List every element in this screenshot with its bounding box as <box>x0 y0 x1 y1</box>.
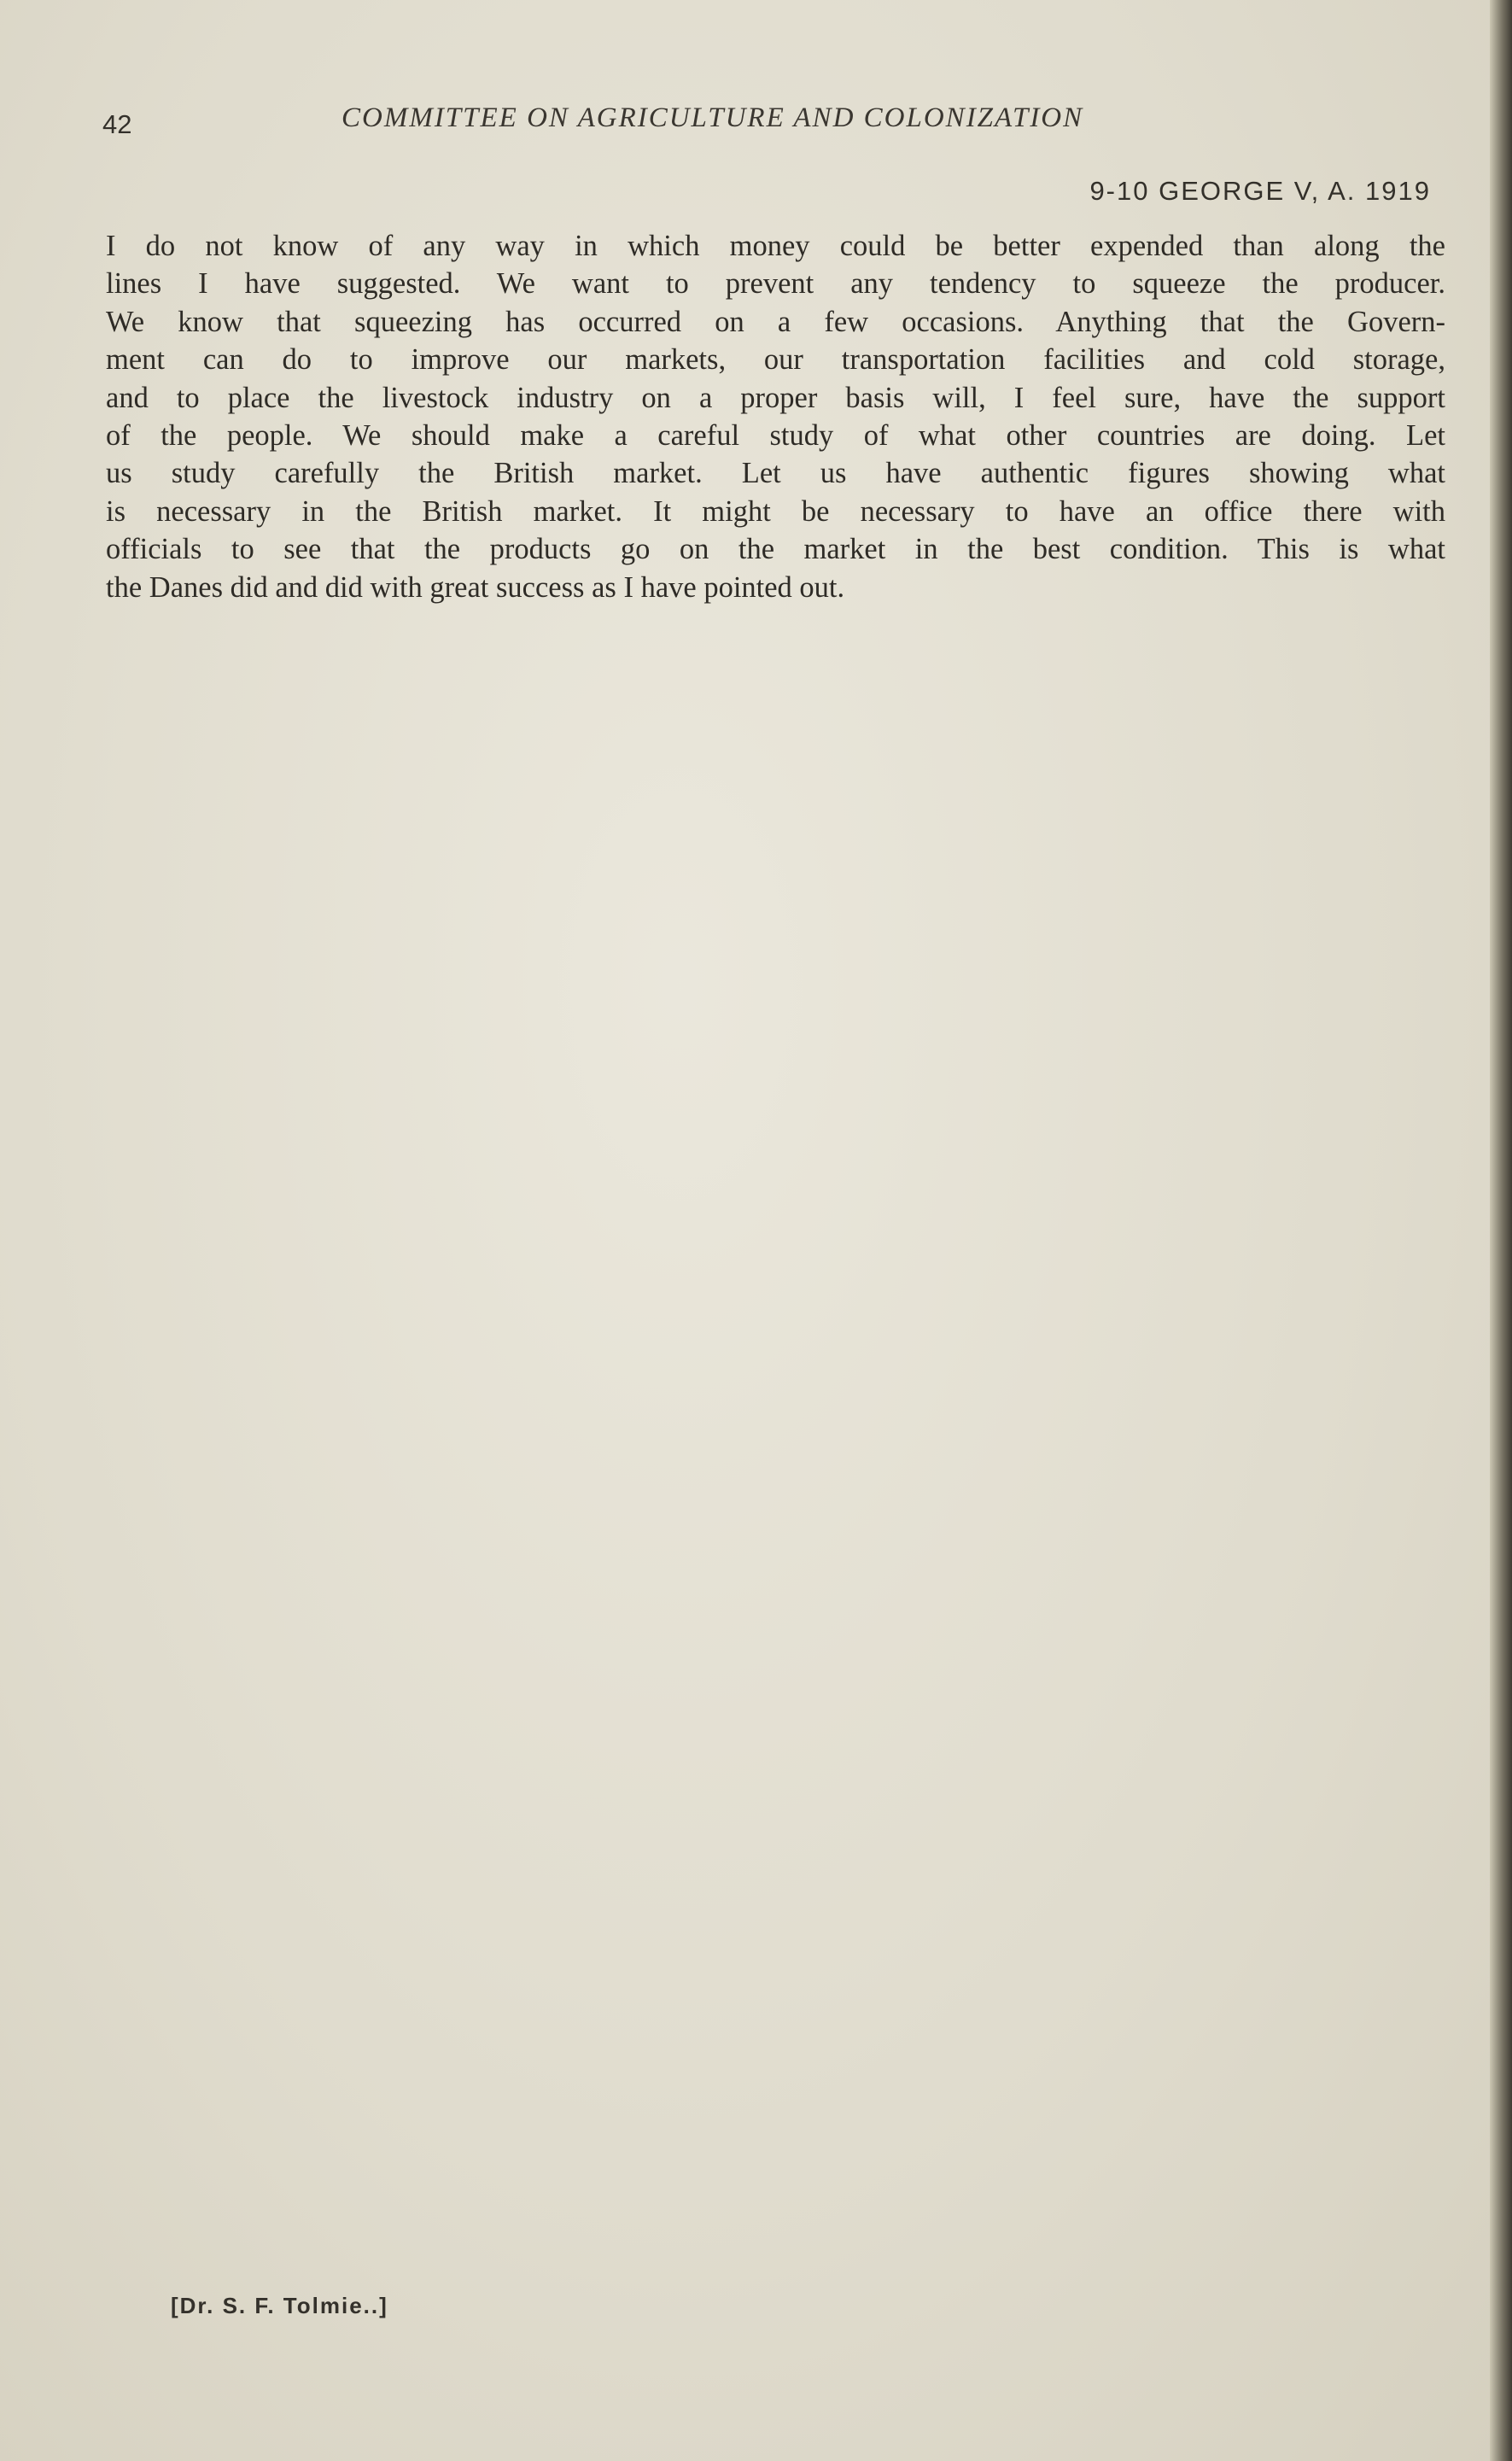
text-line: is necessary in the British market. It might be necessary to have an office there with <box>106 494 1445 528</box>
text-line: officials to see that the products go on the market in the best condition. This is what <box>106 533 1445 566</box>
text-line: us study carefully the British market. Let us have authentic figures showing what <box>106 457 1445 490</box>
page-number: 42 <box>102 109 132 139</box>
running-head: COMMITTEE ON AGRICULTURE AND COLONIZATION <box>342 102 1084 133</box>
session-label: 9-10 GEORGE V, A. 1919 <box>1089 176 1431 206</box>
speaker-attribution: [Dr. S. F. Tolmie..] <box>171 2293 388 2318</box>
text-line: We know that squeezing has occurred on a few occasions. Anything that the Govern- <box>106 305 1445 338</box>
text-line: ment can do to improve our markets, our transportation facilities and cold storage, <box>106 343 1445 377</box>
page-binding-edge <box>1490 0 1512 2461</box>
text-line: lines I have suggested. We want to prevent any tendency to squeeze the producer. <box>106 267 1445 301</box>
text-line: the Danes did and did with great success as I have pointed out. <box>106 570 845 604</box>
text-line: and to place the livestock industry on a proper basis will, I feel sure, have the support <box>106 381 1445 414</box>
text-line: of the people. We should make a careful study of what other countries are doing. Let <box>106 419 1445 453</box>
text-line: I do not know of any way in which money could be better expended than along the <box>106 230 1445 262</box>
body-paragraph <box>106 227 1445 606</box>
